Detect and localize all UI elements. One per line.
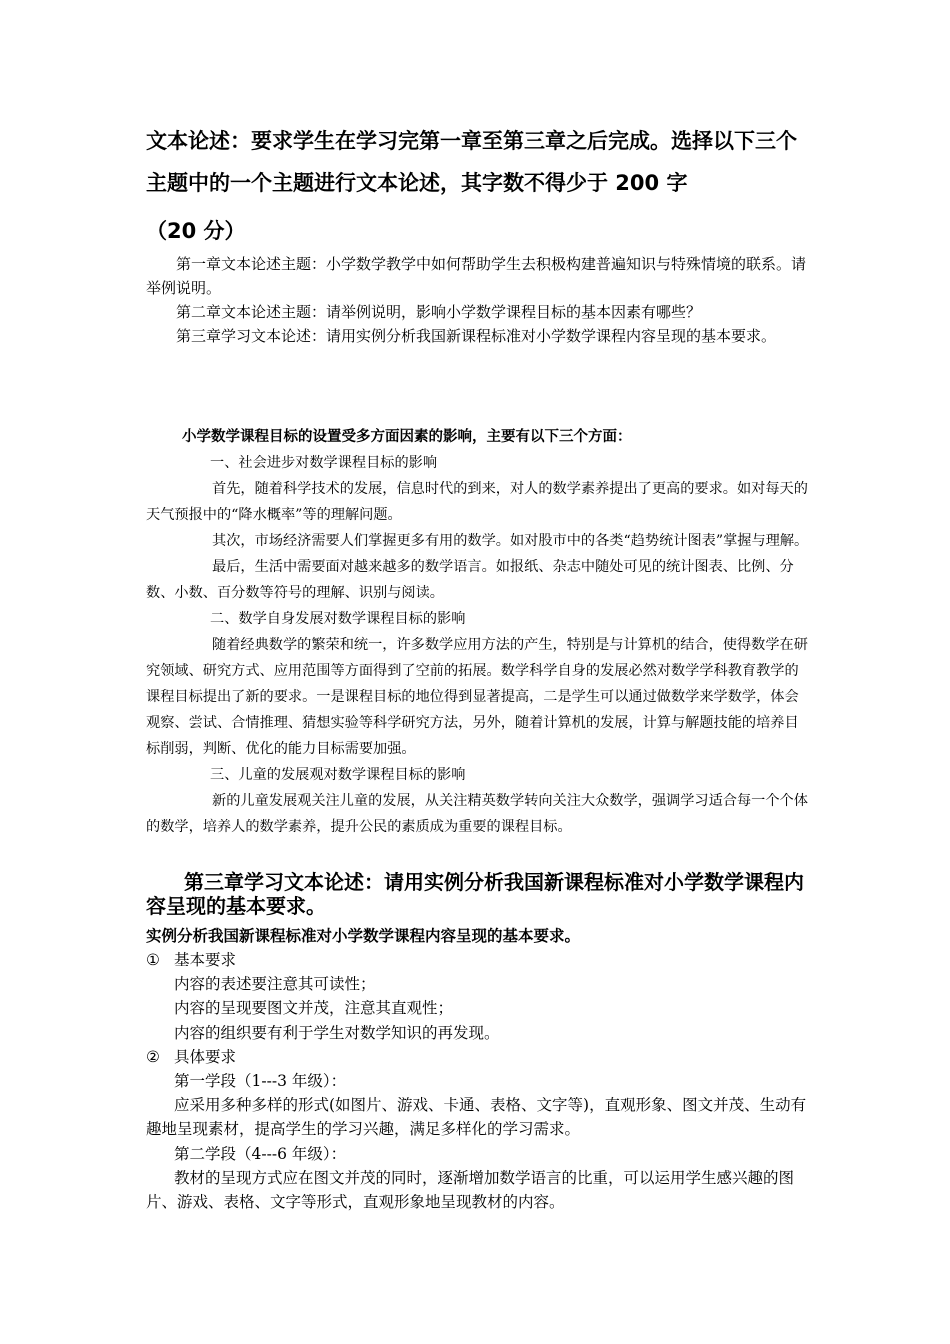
assignment-score: （20 分） xyxy=(146,219,246,243)
paragraph-2: 其次，市场经济需要人们掌握更多有用的数学。如对股市中的各类“趋势统计图表”掌握与理解。 xyxy=(212,533,809,549)
chapter-3-subtitle: 实例分析我国新课程标准对小学数学课程内容呈现的基本要求。 xyxy=(146,927,581,945)
basic-requirements-label: 基本要求 xyxy=(174,951,237,969)
stage-1-text: 应采用多种多样的形式(如图片、游戏、卡通、表格、文字等)，直观形象、图文并茂、生动有趣地呈现素材，提高学生的学习兴趣，满足多样化的学习需求。 xyxy=(146,1096,807,1139)
chapter-3-title: 第三章学习文本论述：请用实例分析我国新课程标准对小学数学课程内容呈现的基本要求。 xyxy=(146,870,804,918)
paragraph-5: 新的儿童发展观关注儿童的发展，从关注精英数学转向关注大众数学，强调学习适合每一个个体的数学，培养人的数学素养，提升公民的素质成为重要的课程目标。 xyxy=(146,793,808,835)
paragraph-1: 首先，随着科学技术的发展，信息时代的到来，对人的数学素养提出了更高的要求。如对每天的天气预报中的“降水概率”等的理解问题。 xyxy=(146,481,808,523)
topic-chapter-1: 第一章文本论述主题：小学数学教学中如何帮助学生去积极构建普遍知识与特殊情境的联系。请举例说明。 xyxy=(146,255,807,297)
stage-1-label: 第一学段（1---3 年级）： xyxy=(174,1072,347,1091)
assignment-title-text: 文本论述：要求学生在学习完第一章至第三章之后完成。选择以下三个主题中的一个主题进行文本论述，其字数不得少于 200 字 xyxy=(146,129,797,195)
section-title: 小学数学课程目标的设置受多方面因素的影响，主要有以下三个方面： xyxy=(182,429,632,445)
circled-two-marker: ② xyxy=(146,1047,160,1066)
paragraph-4: 随着经典数学的繁荣和统一，许多数学应用方法的产生，特别是与计算机的结合，使得数学在研究领域、研究方式、应用范围等方面得到了空前的拓展。数学科学自身的发展必然对数学学科教育教学的课程目标提出了新的要求。一是课程目标的地位得到显著提高，二是学生可以通过做数学来学数学，体会观察、尝试、合情推理、猜想实验等科学研究方法，另外，随着计算机的发展，计算与解题技能的培养目标削弱，判断、优化的能力目标需要加强。 xyxy=(146,637,808,757)
basic-item-1: 内容的表述要注意其可读性； xyxy=(174,975,376,994)
paragraph-3: 最后，生活中需要面对越来越多的数学语言。如报纸、杂志中随处可见的统计图表、比例、分数、小数、百分数等符号的理解、识别与阅读。 xyxy=(146,559,794,601)
topic-list xyxy=(146,252,810,348)
specific-requirements-label: 具体要求 xyxy=(174,1047,237,1066)
section-course-goals xyxy=(146,424,810,840)
topic-chapter-2: 第二章文本论述主题：请举例说明，影响小学数学课程目标的基本因素有哪些？ xyxy=(176,303,702,321)
assignment-title xyxy=(146,120,810,256)
section-heading-1: 一、社会进步对数学课程目标的影响 xyxy=(210,455,438,471)
basic-item-3: 内容的组织要有利于学生对数学知识的再发现。 xyxy=(174,1023,500,1042)
section-heading-3: 三、儿童的发展观对数学课程目标的影响 xyxy=(210,767,466,783)
circled-one-marker: ① xyxy=(146,951,160,969)
section-requirements xyxy=(146,948,810,1214)
specific-requirements-heading xyxy=(146,1045,810,1069)
section-heading-2: 二、数学自身发展对数学课程目标的影响 xyxy=(210,611,466,627)
topic-chapter-3: 第三章学习文本论述：请用实例分析我国新课程标准对小学数学课程内容呈现的基本要求。 xyxy=(176,327,777,345)
basic-requirements-heading xyxy=(146,948,810,972)
basic-item-2: 内容的呈现要图文并茂，注意其直观性； xyxy=(174,999,454,1018)
stage-2-label: 第二学段（4---6 年级）： xyxy=(174,1144,347,1163)
stage-2-text: 教材的呈现方式应在图文并茂的同时，逐渐增加数学语言的比重，可以运用学生感兴趣的图片、游戏、表格、文字等形式，直观形象地呈现教材的内容。 xyxy=(146,1168,795,1212)
